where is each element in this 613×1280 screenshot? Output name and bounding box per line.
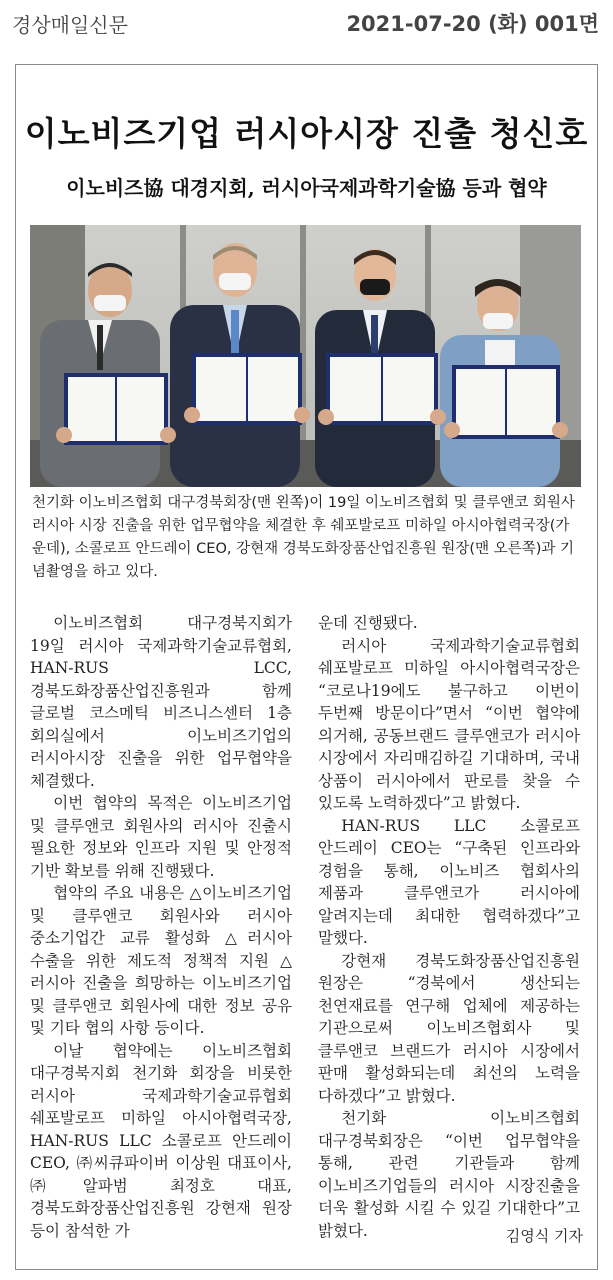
article-column-right — [318, 612, 580, 1242]
article-column-left — [30, 612, 292, 1242]
paragraph: HAN-RUS LLC 소콜로프 안드레이 CEO는 “구축된 인프라와 경험을 통해, 이노비즈 협회사의 제품과 클루앤코가 러시아에 알려지는데 최대한 협력하겠다”고 말했다. — [318, 816, 580, 947]
publication-name: 경상매일신문 — [12, 13, 128, 37]
paragraph: 이날 협약에는 이노비즈협회 대구경북지회 천기화 회장을 비롯한 러시아 국제과학기술교류협회 쉐포발로프 미하일 아시아협력국장, HAN-RUS LLC 소콜로프 안드레이 CEO, ㈜씨큐파이버 이상원 대표이사, ㈜알파범 최정호 대표, 경북도화장품산업진흥원 강현재 원장 등이 참석한 가 — [30, 1041, 292, 1240]
page-header — [0, 0, 613, 46]
paragraph: 강현재 경북도화장품산업진흥원 원장은 “경북에서 생산되는 천연재료를 연구해 업체에 제공하는 기관으로써 이노비즈협회사 및 클루앤코 브랜드가 러시아 시장에서 판매 활성화되는데 최선의 노력을 다하겠다”고 밝혔다. — [318, 951, 580, 1105]
article-photo — [30, 225, 581, 487]
paragraph-continuation: 운데 진행됐다. — [318, 614, 418, 632]
paragraph: 협약의 주요 내용은 △이노비즈기업 및 클루앤코 회원사와 러시아 중소기업간 교류 활성화 △러시아 수출을 위한 제도적 정책적 지원 △러시아 진출을 희망하는 이노비즈기업 및 클루앤코 회원사에 대한 정보 공유 및 기타 협의 사항 등이다. — [30, 884, 292, 1037]
photo-caption: 천기화 이노비즈협회 대구경북회장(맨 왼쪽)이 19일 이노비즈협회 및 클루앤코 회원사 러시아 시장 진출을 위한 업무협약을 체결한 후 쉐포발로프 미하일 아시아협력국장(가운데), 소콜로프 안드레이 CEO, 강현재 경북도화장품산업진흥원 원장(맨 오른쪽)과 기념촬영을 하고 있다. — [32, 495, 575, 580]
paragraph: 천기화 이노비즈협회 대구경북회장은 “이번 업무협약을 통해, 관련 기관들과 함께 이노비즈기업들의 러시아 시장진출을 더욱 활성화 시킬 수 있길 기대한다”고 밝혔다. — [318, 1109, 580, 1240]
paragraph: 이번 협약의 목적은 이노비즈기업 및 클루앤코 회원사의 러시아 진출시 필요한 정보와 인프라 지원 및 안정적 기반 확보를 위해 진행됐다. — [30, 794, 292, 880]
paragraph: 러시아 국제과학기술교류협회 쉐포발로프 미하일 아시아협력국장은 “코로나19에도 불구하고 이번이 두번째 방문이다”면서 “이번 협약에 의거해, 공동브랜드 클루앤코가 러시아 시장에서 자리매김하길 기대하며, 국내 상품이 러시아에서 판로를 찾을 수 있도록 노력하겠다”고 밝혔다. — [318, 636, 580, 812]
byline: 김영식 기자 — [505, 1227, 583, 1245]
headline: 이노비즈기업 러시아시장 진출 청신호 — [24, 114, 589, 153]
paragraph: 이노비즈협회 대구경북지회가 19일 러시아 국제과학기술교류협회, HAN-RUS LCC, 경북도화장품산업진흥원과 함께 글로벌 코스메틱 비즈니스센터 1층 회의실에서 이노비즈기업의 러시아시장 진출을 위한 업무협약을 체결했다. — [30, 614, 292, 790]
subheadline: 이노비즈協 대경지회, 러시아국제과학기술協 등과 협약 — [66, 176, 547, 200]
date-page: 2021-07-20 (화) 001면 — [346, 12, 599, 36]
